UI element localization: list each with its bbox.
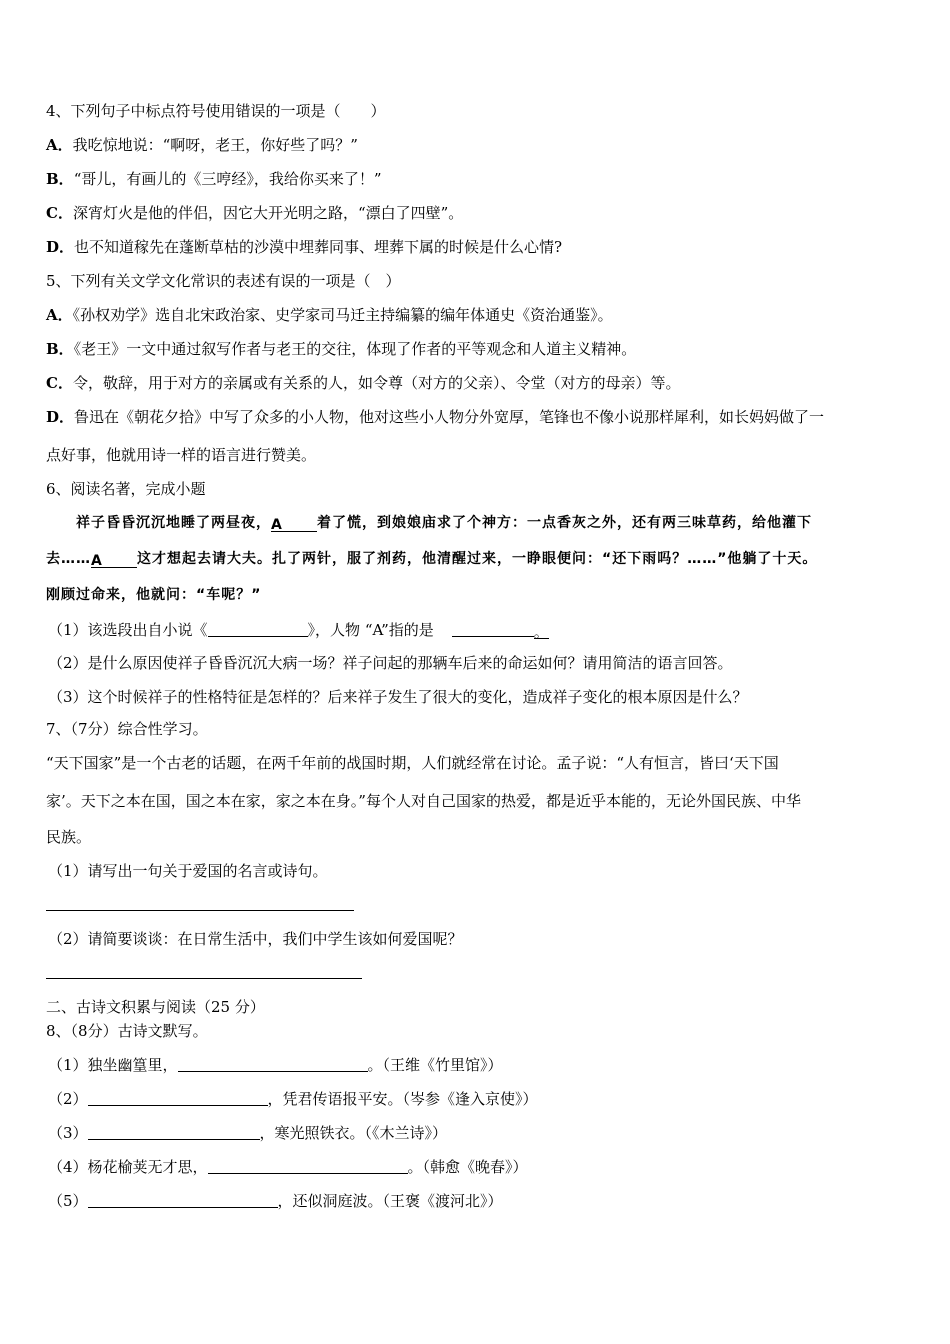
option-text: 《老王》一文中通过叙写作者与老王的交往，体现了作者的平等观念和人道主义精神。 [73, 340, 637, 358]
answer-blank[interactable] [208, 620, 308, 637]
q4-option-a [46, 135, 358, 155]
q6-sub2: （2）是什么原因使祥子昏昏沉沉大病一场？祥子问起的那辆车后来的命运如何？请用简洁的语言回答。 [48, 654, 733, 672]
passage-text: 这才想起去请大夫。扎了两针，服了剂药，他清醒过来，一睁眼便问：“还下雨吗？……”他躺了十天。 [137, 551, 818, 567]
q6-passage-line-2 [46, 549, 817, 569]
blank-a [91, 551, 137, 568]
item-prefix: （5） [48, 1192, 88, 1210]
q5-stem: 5、下列有关文学文化常识的表述有误的一项是（ ） [46, 272, 401, 290]
item-suffix: 。（韩愈《晚春》） [407, 1158, 528, 1176]
q7-paragraph-line-2: 家’。天下之本在国，国之本在家，家之本在身。”每个人对自己国家的热爱，都是近乎本能的，无论外国民族、中华 [46, 792, 801, 810]
mark-a: A [271, 517, 283, 533]
option-letter: C． [46, 204, 73, 222]
option-text: “哥儿，有画儿的《三哼经》，我给你买来了！” [73, 170, 382, 188]
q7-sub2: （2）请简要谈谈：在日常生活中，我们中学生该如何爱国呢？ [48, 930, 463, 948]
answer-blank[interactable] [452, 620, 534, 637]
q6-passage-line-3: 刚顾过命来，他就问：“车呢？” [46, 587, 262, 603]
q5-option-c [46, 373, 680, 393]
q6-stem: 6、阅读名著，完成小题 [46, 480, 206, 498]
q7-sub1: （1）请写出一句关于爱国的名言或诗句。 [48, 862, 328, 880]
sub-text: 》，人物 “A”指的是 [307, 621, 434, 639]
q4-option-b [46, 169, 382, 189]
mark-a: A [91, 553, 103, 569]
option-letter: D． [46, 408, 75, 426]
passage-text: 祥子昏昏沉沉地睡了两昼夜， [76, 515, 271, 531]
blank-a [271, 515, 317, 532]
option-text: 鲁迅在《朝花夕拾》中写了众多的小人物，他对这些小人物分外宽厚，笔锋也不像小说那样犀利，如长妈妈做了一 [74, 408, 825, 426]
sub-text: （1）该选段出自小说《 [48, 621, 208, 639]
q5-option-a [46, 305, 613, 325]
item-suffix: ，寒光照铁衣。（《木兰诗》） [259, 1124, 448, 1142]
q7-stem: 7、（7分）综合性学习。 [46, 720, 208, 738]
answer-blank[interactable] [88, 1123, 260, 1140]
option-letter: D． [46, 238, 75, 256]
q8-stem: 8、（8分）古诗文默写。 [46, 1022, 208, 1040]
q8-item-4 [48, 1157, 528, 1177]
item-prefix: （1）独坐幽篁里， [48, 1056, 178, 1074]
item-prefix: （2） [48, 1090, 88, 1108]
q7-paragraph-line-3: 民族。 [46, 828, 92, 846]
item-suffix: ，还似洞庭波。（王褒《渡河北》） [277, 1192, 503, 1210]
option-letter: A． [46, 306, 73, 324]
section-2-title: 二、古诗文积累与阅读（25 分） [46, 998, 265, 1016]
q7-answer-line-2[interactable] [46, 978, 362, 979]
passage-text: 去…… [46, 551, 91, 567]
q7-answer-line-1[interactable] [46, 910, 354, 911]
answer-blank[interactable] [88, 1089, 268, 1106]
q7-paragraph-line-1: “天下国家”是一个古老的话题，在两千年前的战国时期，人们就经常在讨论。孟子说：“人有恒言，皆曰‘天下国 [46, 754, 779, 772]
answer-blank[interactable] [88, 1191, 278, 1208]
option-letter: C． [46, 374, 73, 392]
q6-sub1 [48, 620, 549, 640]
q8-item-3 [48, 1123, 447, 1143]
answer-blank[interactable] [208, 1157, 408, 1174]
q8-item-5 [48, 1191, 503, 1211]
item-suffix: ，凭君传语报平安。（岑参《逢入京使》） [267, 1090, 538, 1108]
q4-option-d [46, 237, 562, 257]
option-text: 我吃惊地说：“啊呀，老王，你好些了吗？” [72, 136, 358, 154]
option-letter: A． [46, 136, 73, 154]
option-text: 令，敬辞，用于对方的亲属或有关系的人，如令尊（对方的父亲）、令堂（对方的母亲）等。 [72, 374, 681, 392]
q8-item-2 [48, 1089, 538, 1109]
q6-passage-line-1 [76, 513, 812, 533]
option-letter: B． [46, 340, 74, 358]
sub-text: 。 [533, 623, 549, 641]
q8-item-1 [48, 1055, 503, 1075]
item-suffix: 。（王维《竹里馆》） [367, 1056, 503, 1074]
q5-option-d [46, 407, 824, 427]
option-text: 也不知道稼先在蓬断草枯的沙漠中埋葬同事、埋葬下属的时候是什么心情? [74, 238, 563, 256]
item-prefix: （3） [48, 1124, 88, 1142]
q4-stem: 4、下列句子中标点符号使用错误的一项是（ ） [46, 102, 386, 120]
item-prefix: （4）杨花榆荚无才思， [48, 1158, 208, 1176]
passage-text: 着了慌，到娘娘庙求了个神方：一点香灰之外，还有两三味草药，给他灌下 [317, 515, 812, 531]
option-text: 深宵灯火是他的伴侣，因它大开光明之路，“漂白了四壁”。 [72, 204, 464, 222]
q5-option-b [46, 339, 636, 359]
option-text: 《孙权劝学》选自北宋政治家、史学家司马迁主持编纂的编年体通史《资治通鉴》。 [72, 306, 613, 324]
option-letter: B． [46, 170, 74, 188]
q4-option-c [46, 203, 463, 223]
q5-option-d-continued: 点好事，他就用诗一样的语言进行赞美。 [46, 446, 317, 464]
q6-sub3: （3）这个时候祥子的性格特征是怎样的？后来祥子发生了很大的变化，造成祥子变化的根本原因是什么？ [48, 688, 748, 706]
answer-blank[interactable] [178, 1055, 368, 1072]
